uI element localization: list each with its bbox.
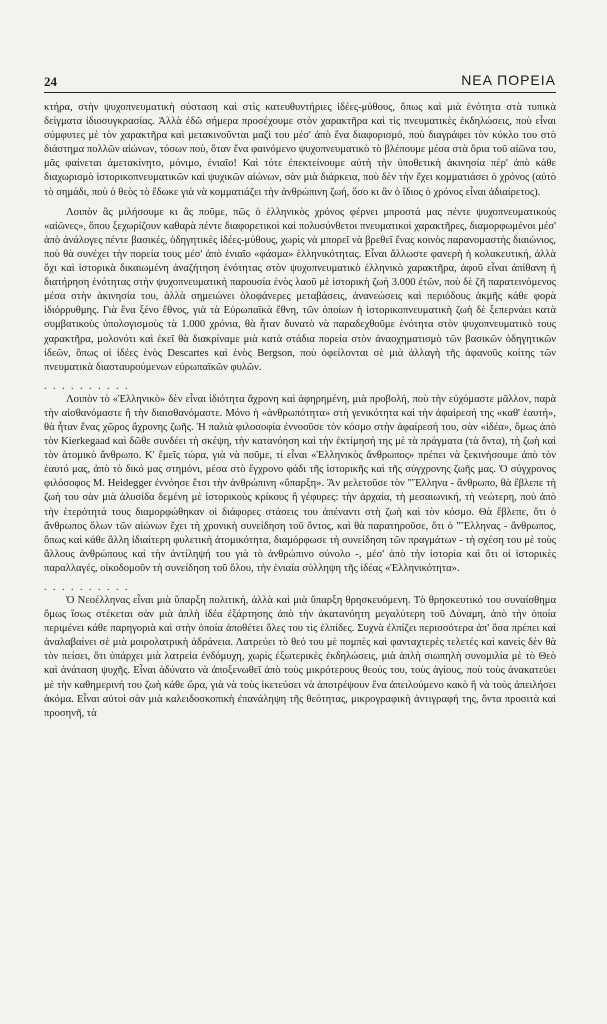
- header-rule: [44, 92, 556, 93]
- section-separator: . . . . . . . . . .: [44, 380, 130, 392]
- paragraph: Λοιπὸν ἂς μιλήσουμε κι ἂς ποῦμε, πῶς ὁ ἑλληνικὸς χρόνος φέρνει μπροστά μας πέντε ψυχοπνευματικοὺς «αἰῶνες», ὅπου ξεχωρίζουν καθαρὰ πέντε διαφορετικοὶ καὶ πολυσύνθετοι πνευματικοὶ χαρακτῆρες, διαμορφωμένοι μέσ' ἀπὸ ἀνάλογες πέντε βασικές, ὁδηγητικὲς ἰδέες-μύθους, χωρὶς νὰ μπορεῖ νὰ βρεθεῖ ἕνας κοινὸς παρανομαστὴς διαιώνιος, ποὺ θὰ συνέχει τὴν πορεία τους μέσ' ἀπὸ ἑνιαῖο «φάσμα» ἑλληνικότητας. Εἶναι ἄλλωστε φανερὴ ἡ κολακευτική, ἀλλὰ ὄχι καὶ ἱστορικὰ δικαιωμένη ἀναζήτηση ἑνότητας στὸν ψυχοπνευματικὸ ἑλληνικὸ χαρακτῆρα, ἀφοῦ εἶναι ἀπίθανη ἡ διατήρηση ἑνότητας στὴν ψυχοπνευματικὴ παρουσία ἑνὸς λαοῦ μὲ ἱστορικὴ ζωὴ 3.000 ἐτῶν, ποὺ δὲ ζῆ παρατεινόμενος μέσα στὴν ἀκινησία του, ἀλλὰ σημειώνει ὁλοφάνερες μεταβάσεις, ἀνανεώσεις καὶ περιόδους ἀκμῆς κάθε φορὰ ἰδιόρρυθμης. Γιὰ ἕνα ξένο ἔθνος, γιὰ τὰ Εὐρωπαϊκὰ ἔθνη, τῶν ὁποίων ἡ ἱστορικοπνευματικὴ ζωὴ δὲ ξεπερνάει κατὰ συμβατικοὺς ὑπολογισμοὺς τὰ 1.000 χρόνια, θὰ ἦταν δυνατὸ νὰ παραδεχθοῦμε ἑνότητα στὸν ψυχοπνευματικὸ τους χαρακτῆρα, μολονότι καὶ ἐκεῖ θὰ διακρίναμε μιὰ κατὰ στάδια πορεία στὸν ἀναοχηματισμὸ τῶν βασικῶν ὁδηγητικῶν ἰδεῶν, ὅπως οἱ ἰδέες ἑνὸς Descartes καὶ ἑνὸς Bergson, ποὺ ὀφείλονται σὲ μιὰ ἀλλαγὴ τῆς ἀφανοῦς κοίτης τῶν πνευματικὰ διασταυρούμενων εὐρωπαϊκῶν φυλῶν.: [44, 206, 556, 373]
- paragraph: κτήρα, στὴν ψυχοπνευματικὴ σύσταση καὶ στὶς κατευθυντήριες ἰδέες-μύθους, ὅπως καὶ μιὰ ἑνότητα στὰ τυπικὰ δείγματα ἰδιοσυγκρασίας. Ἀλλὰ ἐδῶ σήμερα προσέχουμε στὸν χαρακτῆρα καὶ τὶς πνευματικὲς ἐκδηλώσεις, ποὺ εἶναι σύμφυτες μὲ τὸν χαρακτῆρα καὶ μετακινοῦνται μαζὶ του μέσ' ἀπὸ ἕνα διαφορισμό, ποὺ διαγράφει τὸν κύκλο του στὸ διάστημα πολλῶν αἰώνων, τόσων ποὺ, ὅταν ἕνα φαινόμενο ψυχοπνευματικὸ τὸ βλέπουμε μέσα στὰ ὅρια τοῦ αἰῶνα του, μᾶς φαίνεται ἀμετακίνητο, μόνιμο, ἑνιαῖο! Καὶ τότε ἐπεκτείνουμε αὐτὴ τὴν ὑποθετικὴ ἀκινησία πέρ' ἀπὸ κάθε διαχωρισμὸ ἱστορικοπνευματικῶν καὶ ψυχικῶν αἰώνων, σὰν μιὰ διάρκεια, ποὺ δὲν τὴν ἔχει κομματιάσει ὁ χρόνος (αὐτὸ τὸ σημάδι, ποὺ ὁ θεὸς τὸ ἔδωκε γιὰ νὰ κομματιάζει τὴν ἀνθρώπινη ζωή, ὅσο κι ἂν ὁ ἴδιος ὁ χρόνος εἶναι ἀδιαίρετος).: [44, 102, 556, 198]
- page-header: [44, 70, 556, 92]
- article-body: [44, 101, 556, 727]
- paragraph: Λοιπὸν τὸ «Ἑλληνικὸ» δὲν εἶναι ἰδιότητα ἄχρονη καὶ ἀφηρημένη, μιὰ προβολή, ποὺ τὴν εὐχόμαστε μᾶλλον, παρὰ τὴν αἰσθανόμαστε ἢ τὴν διαισθανόμαστε. Μόνο ἡ «ἀνθρωπότητα» στὴ γενικότητα καὶ τὴν ἀφαίρεσή της «καθ' ἑαυτή», θὰ ἦταν ἕνας χῶρος ἄχρονης ζωῆς. Ἡ παλιὰ φιλοσοφία ἐννοοῦσε τὸν κόσμο στὴν ἀφαίρεσή του, σὰν «ἰδέα», ὅμως ἀπὸ τὸν Kierkegaad καὶ δῶθε συνδέει τὴ σκέψη, τὴν κατανόηση καὶ τὴν ἐκτίμησή της μὲ τὰ πράγματα (τὰ ὄντα), τὴ ζωὴ καὶ τὸν ἀτομικὸ ἄνθρωπο. Κ' ἔμεῖς τώρα, γιὰ νὰ ποῦμε, τί εἶναι «Ἑλληνικὸς ἄνθρωπος» πρέπει νὰ ξεκινήσουμε ἀπὸ τὸν ἑαυτό μας, ἀπὸ τὸ δικό μας στημόνι, μέσα στὸ ἔγχρονο φάδι τῆς ἱστορικῆς καὶ τῆς σύγχρονης ζωῆς μας. Ὁ σύγχρονος φιλόσοφος Μ. Heidegger ἐννόησε ἔτσι τὴν ἀνθρώπινη «ὕπαρξη». Ἂν μελετοῦσε τὸν "Ἕλληνα - ἄνθρωπο, θὰ ἔβλεπε τὴ ζωή του σὰν μιὰ ἀλυσίδα δεμένη μὲ ἱστορικοὺς κρίκους ἢ γέφυρες: τὴν ἀρχαία, τὴ μεσαιωνική, τὴ νεώτερη, ποὺ ἀπὸ τὴν ἑτερότητά τους διαμορφώθηκαν οἱ διάφορες στάσεις του ἀπέναντι στὴ ζωὴ καὶ τὸν κόσμο. Θὰ ἔβλεπε, ὅτι ὁ ἄνθρωπος ὅλων τῶν αἰώνων ἔχει τὴ χρονικὴ συνείδηση τοῦ ὄντος, καὶ θὰ παρατηροῦσε, ὅτι ὁ "Ἕλληνας - ἄνθρωπος, ὅπως καὶ κάθε ἄλλη ἰδιαίτερη φυλετικὴ ἀτομικότητα, διαμόρφωσε τὴ συνείδηση τῶν πραγμάτων - τὴ σχέση του μὲ τοὺς ἄλλους ἀνθρώπους καὶ τὴν ἀντίληψή του γιὰ τὸ ἀνθρώπινο σύνολο -, μέσ' ἀπὸ τὴν ἱστορία καὶ ὅτι οἱ ἱστορικὲς παραλλαγές, οἰκοδομοῦν τὴ συνείδηση τοῦ ὅλου, τὴν ἑνιαία σύλληψη τῆς ἰδέας «Ἑλληνικότητα».: [44, 393, 556, 574]
- paragraph: Ὁ Νεοέλληνας εἶναι μιὰ ὕπαρξη πολιτική, ἀλλὰ καὶ μιὰ ὕπαρξη θρησκευόμενη. Τὸ θρησκευτικό του συναίσθημα ὅμως ἴσως στέκεται σὰν μιὰ ἁπλὴ ἰδέα ἐξάρτησης ἀπὸ τὴν ἀκατανόητη μεγαλύτερη τοῦ Δύναμη, ἀπὸ τὴν ὁποία περιμένει κάθε παρηγοριὰ καὶ στὴν ὁποία ἀποθέτει ὅλες του τὶς ἐλπίδες. Συχνὰ ἐλπίζει περισσότερα ἀπ' ὅσα πρέπει καὶ ἀναλαβαίνει σὲ μιὰ μοιρολατρικὴ ἀδράνεια. Λατρεύει τὸ θεό του μὲ πομπὲς καὶ φανταχτερὲς τελετές καὶ κανεὶς δὲν θὰ τὸν πείσει, ὅτι ὑπάρχει μιὰ λατρεία ἐνδόμυχη, χωρὶς ἐξωτερικὲς ἐκδηλώσεις, μιὰ ἁπλὴ σιωπηλὴ συνομιλία μὲ τὸ Θεὸ καὶ ἀνάταση ψυχῆς. Εἶναι ἀδύνατο νὰ ἀποξενωθεῖ ἀπὸ τοὺς μικρότερους θεούς του, τοὺς ἁγίους, ποὺ τοὺς ἀνακατεύει μὲ τὴν καθημερινή του ζωὴ κάθε ὥρα, γιὰ νὰ τοὺς ἱκετεύσει νὰ ἀποτρέψουν ἕνα ἀπειλούμενο κακὸ ἢ νὰ τοὺς ἀπειλήσει ἀκόμα. Εἶναι αὐτοὶ σὰν μιὰ καλειδοσκοπικὴ ἐπανάληψη τῆς θεότητας, μικρογραφικὴ ἀντιγραφή της, ὄντα προσιτὰ καὶ προσηνῆ, τὰ: [44, 595, 556, 719]
- journal-title: ΝΕΑ ΠΟΡΕΙΑ: [461, 72, 556, 88]
- page-number: 24: [44, 74, 57, 89]
- section-separator: . . . . . . . . . .: [44, 582, 130, 593]
